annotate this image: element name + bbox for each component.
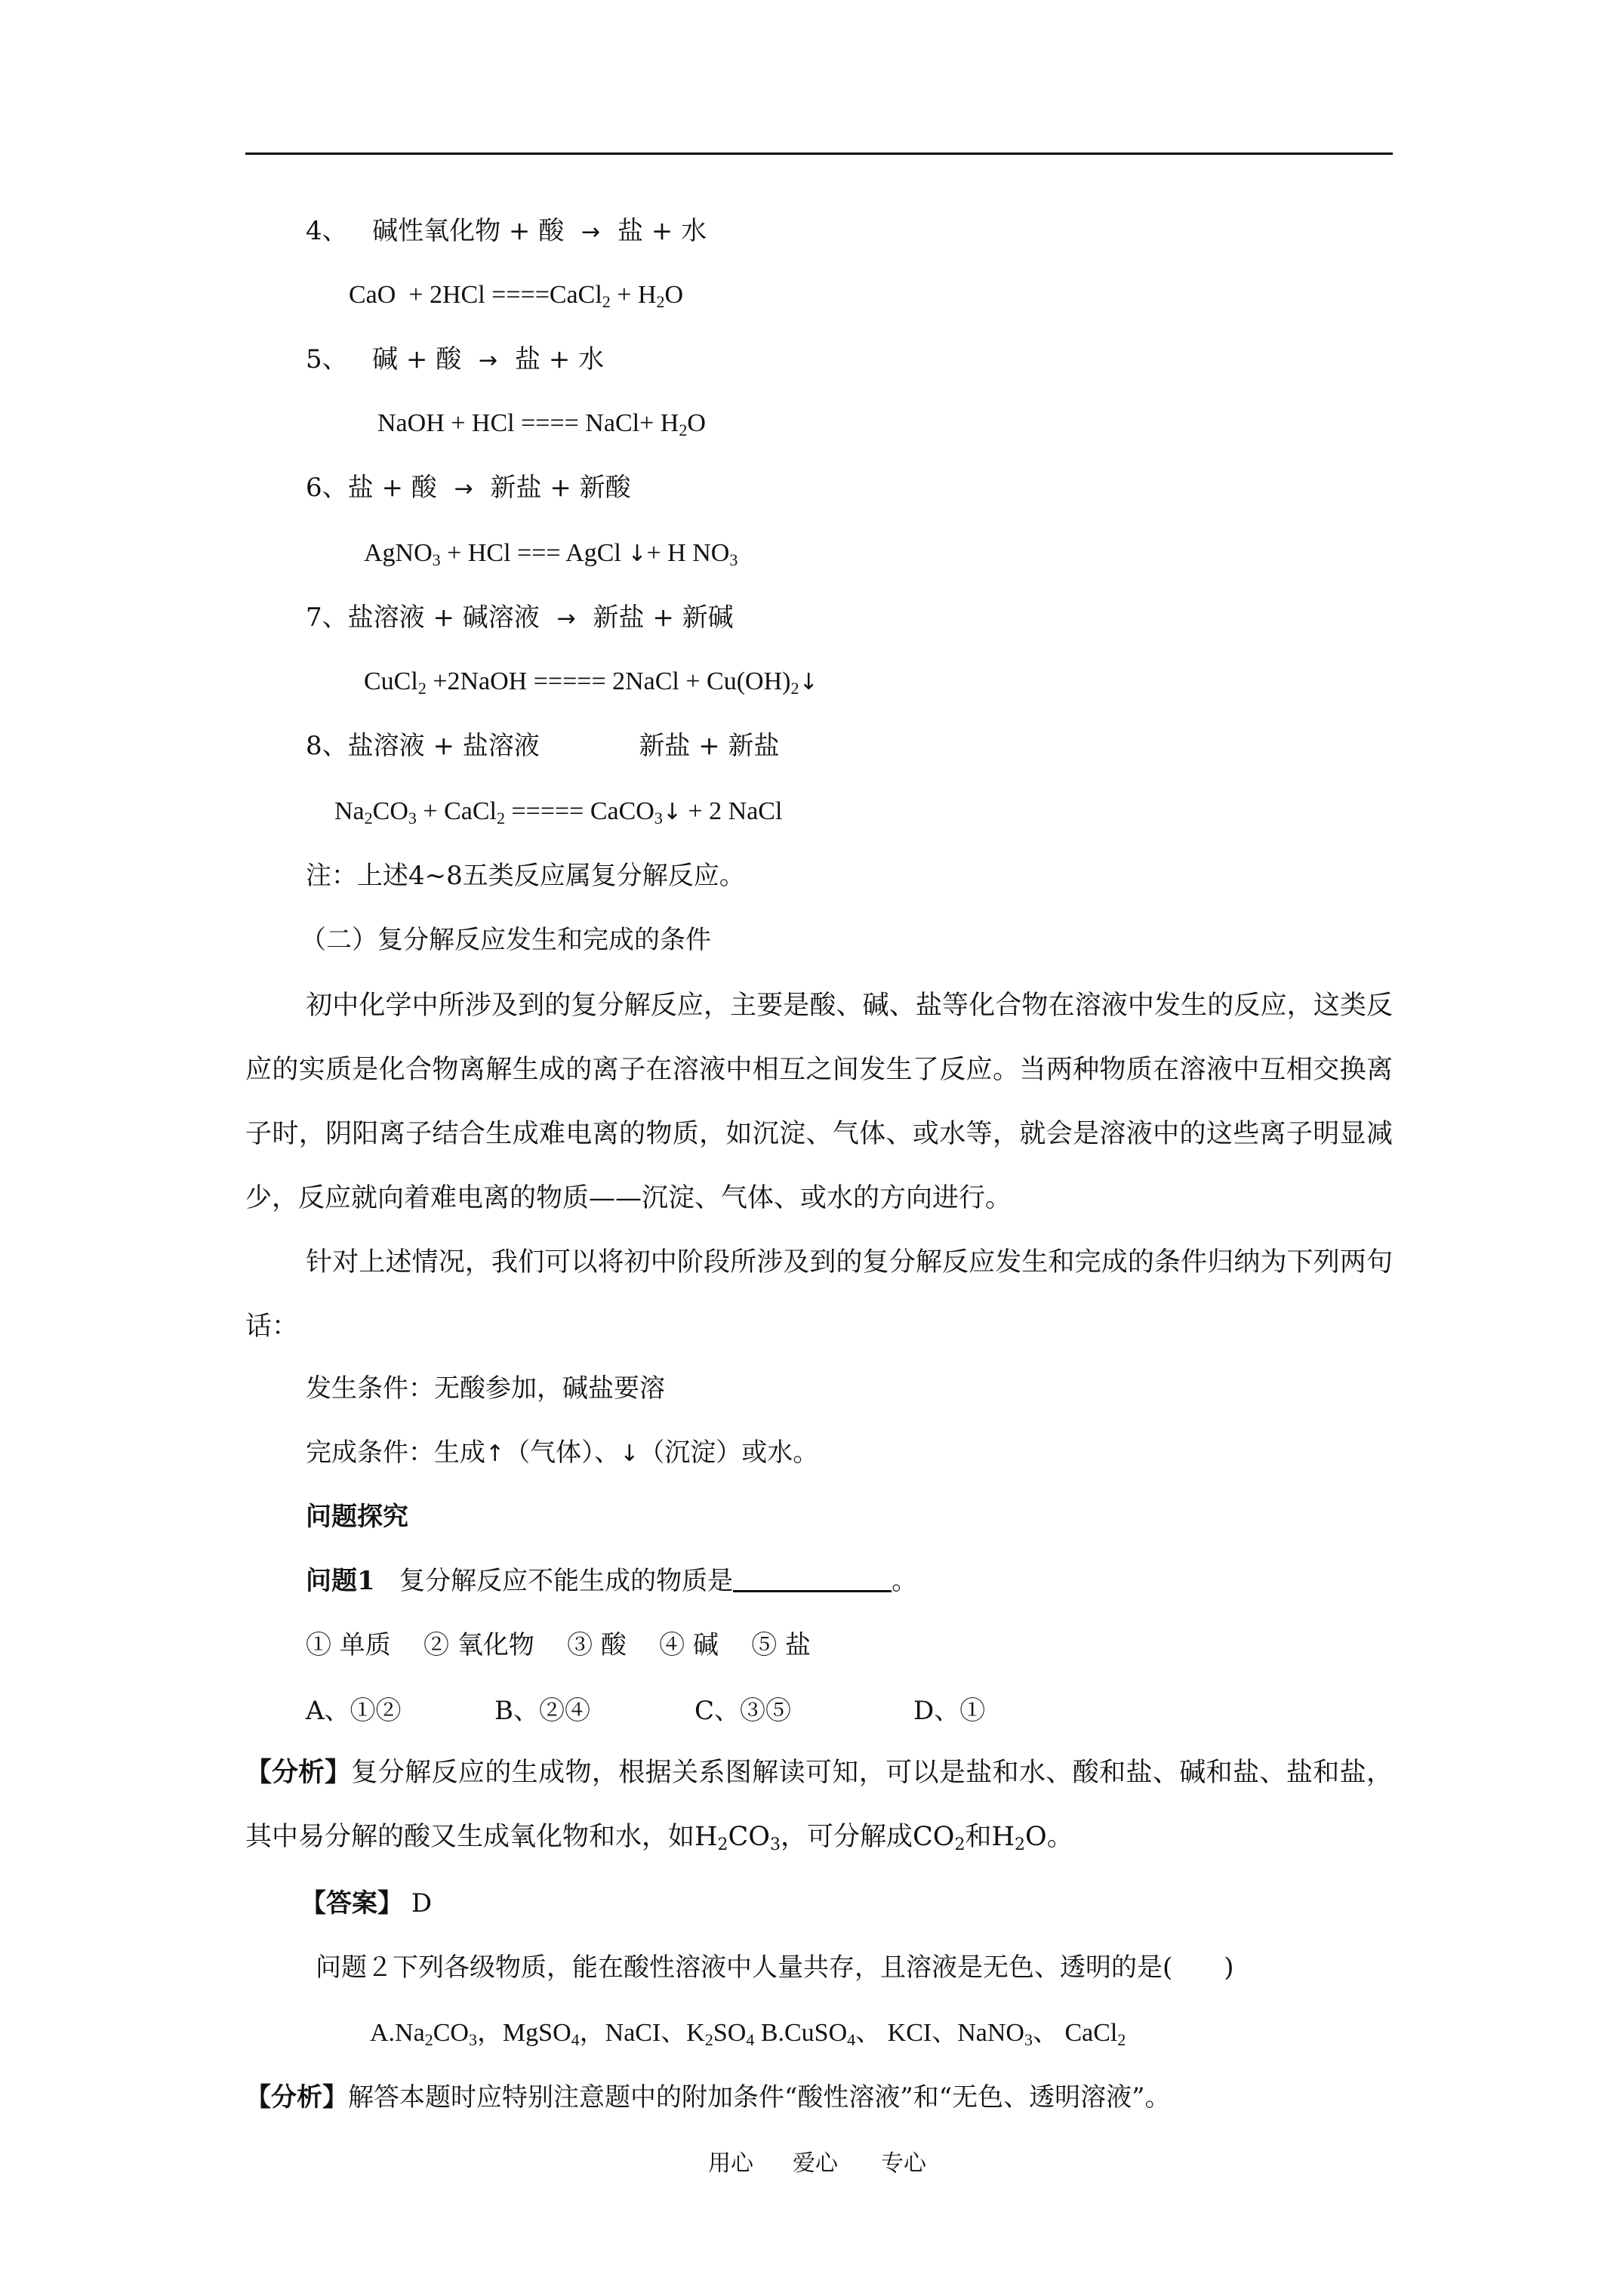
section-heading: 问题探究	[306, 1502, 408, 1532]
reaction-6-title: 6、盐 + 酸 → 新盐 + 新酸	[306, 473, 631, 503]
header-rule	[245, 153, 1393, 155]
reaction-5-title: 5、 碱 + 酸 → 盐 + 水	[306, 344, 605, 374]
list-item: ⑤ 盐	[751, 1630, 811, 1660]
arrow-icon: →	[581, 219, 601, 245]
equation-4: CaO + 2HCl ====CaCl$_2$ + $H_2O$	[349, 281, 684, 311]
option-a: A、①②	[306, 1696, 402, 1726]
footer-text-3: 专心	[881, 2150, 926, 2177]
equation-5: NaOH + HCl ==== NaCl+ $H_2O$	[377, 409, 706, 439]
precipitate-arrow-icon: ↓	[620, 1441, 639, 1467]
reaction-8-title: 8、盐溶液 + 盐溶液 新盐 + 新盐	[306, 731, 780, 761]
analysis-2: 【分析】解答本题时应特别注意题中的附加条件“酸性溶液”和“无色、透明溶液”。	[245, 2082, 1171, 2113]
question-2: 问题２下列各级物质，能在酸性溶液中人量共存，且溶液是无色、透明的是( )	[316, 1952, 1234, 1983]
arrow-icon: →	[479, 347, 498, 374]
paragraph-1: 初中化学中所涉及到的复分解反应，主要是酸、碱、盐等化合物在溶液中发生的反应，这类反应的实质是化合物离解生成的离子在溶液中相互之间发生了反应。当两种物质在溶液中互相交换离子时，阴阳离子结合生成难电离的物质，如沉淀、气体、或水等，就会是溶液中的这些离子明显减少，反应就向着难电离的物质——沉淀、气体、或水的方向进行。	[245, 991, 1393, 1213]
equation-6: AgNO$_3$ + HCl === AgCl ↓+ H $NO_3$	[364, 539, 738, 569]
condition-1: 发生条件：无酸参加，碱盐要溶	[306, 1373, 665, 1404]
equation-7: CuCl$_2$ +2NaOH ===== 2NaCl + $Cu(OH)_2↓$	[364, 667, 818, 698]
reaction-7-title: 7、盐溶液 + 碱溶液 → 新盐 + 新碱	[306, 603, 734, 633]
note: 注：上述4~8五类反应属复分解反应。	[306, 861, 745, 891]
footer-text-2: 爱心	[793, 2150, 838, 2177]
arrow-icon: →	[556, 606, 576, 632]
analysis-1: 【分析】复分解反应的生成物，根据关系图解读可知，可以是盐和水、酸和盐、碱和盐、盐和盐，其中易分解的酸又生成氧化物和水，如$H_2CO_3$，可分解成$CO_2$和$H_2O$。	[245, 1757, 1393, 1854]
condition-2: 完成条件：生成↑（气体）、↓（沉淀）或水。	[306, 1438, 819, 1468]
precipitate-arrow-icon: ↓	[627, 541, 647, 567]
answer-blank	[733, 1564, 892, 1592]
question-1-items	[306, 1628, 811, 1663]
question-2-options: $A.Na_2CO_3$，MgSO$_4$，NaCI、$K_2SO_4$ B.CuSO$_4$、 KCI、NaNO$_3$、 CaCl$_2$	[370, 2019, 1126, 2049]
precipitate-arrow-icon: ↓	[799, 669, 818, 695]
precipitate-arrow-icon: ↓	[662, 799, 682, 825]
equation-8: $Na_2CO_3$ + CaCl$_2$ ===== CaCO$_3$↓ + 2 NaCl	[334, 797, 783, 827]
section-title: （二）复分解反应发生和完成的条件	[300, 925, 711, 955]
list-item: ② 氧化物	[423, 1630, 534, 1660]
gas-arrow-icon: ↑	[485, 1441, 505, 1467]
footer-text-1: 用心	[708, 2150, 753, 2177]
option-d: D、①	[913, 1696, 986, 1726]
list-item: ④ 碱	[659, 1630, 719, 1660]
list-item: ③ 酸	[567, 1630, 627, 1660]
list-item: ① 单质	[306, 1630, 391, 1660]
reaction-4-title: 4、 碱性氧化物 + 酸 → 盐 + 水	[306, 216, 707, 246]
arrow-icon: →	[454, 476, 473, 502]
answer-1: 【答案】 D	[300, 1888, 433, 1918]
question-1-options	[306, 1693, 985, 1728]
question-1: 问题1 复分解反应不能生成的物质是 。	[306, 1566, 918, 1596]
option-b: B、②④	[494, 1696, 590, 1726]
paragraph-2: 针对上述情况，我们可以将初中阶段所涉及到的复分解反应发生和完成的条件归纳为下列两句话：	[245, 1247, 1393, 1342]
option-c: C、③⑤	[694, 1696, 792, 1726]
